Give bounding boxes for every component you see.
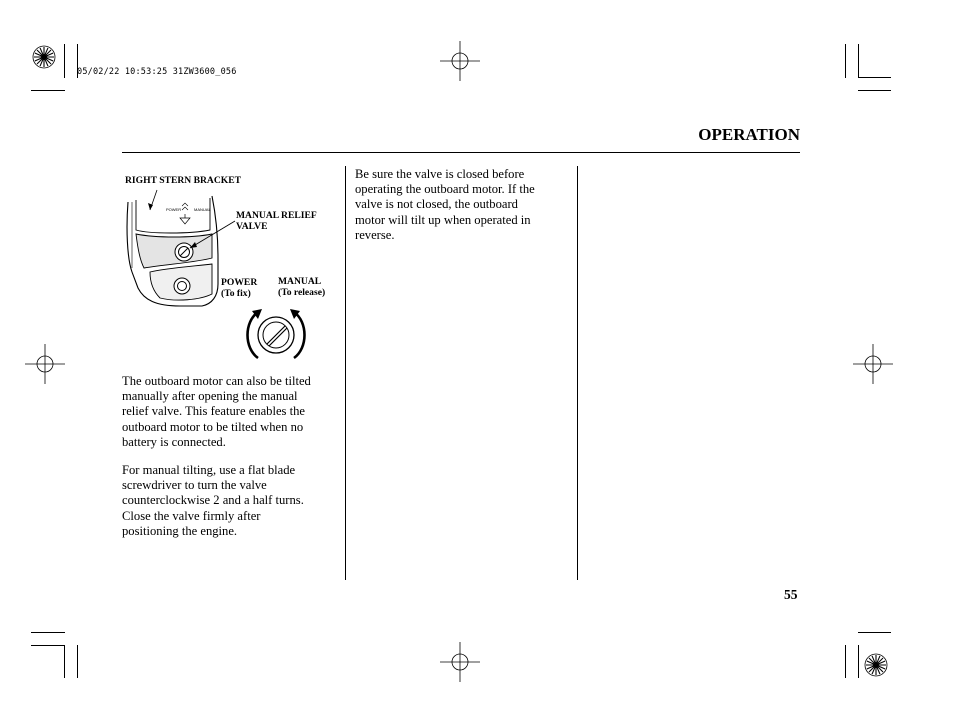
section-title: OPERATION (698, 125, 800, 144)
bracket-power-mark: POWER (166, 207, 182, 212)
column-divider-right (577, 166, 578, 580)
label-manual-to-release: MANUAL (To release) (278, 276, 326, 298)
label-power-to-fix: POWER (To fix) (221, 277, 258, 299)
starburst-target-bottom-right-icon (864, 653, 888, 677)
page-number: 55 (784, 587, 798, 602)
registration-mark-right-icon (853, 344, 893, 384)
header-rule (122, 152, 800, 153)
registration-mark-top-icon (440, 41, 480, 81)
left-paragraph-1: The outboard motor can also be tilted manually after opening the manual relief valve. This feature enables the outboard motor to be tilted when no battery is connected. (122, 374, 311, 449)
print-timestamp: 05/02/22 10:53:25 31ZW3600_056 (77, 67, 237, 77)
stern-bracket-illustration (120, 188, 250, 308)
column-divider-left (345, 166, 346, 580)
valve-rotation-diagram (236, 300, 316, 370)
registration-mark-bottom-icon (440, 642, 480, 682)
middle-paragraph: Be sure the valve is closed before operating the outboard motor. If the valve is not closed, the outboard motor will tilt up when operated in reverse. (355, 167, 535, 242)
label-right-stern-bracket: RIGHT STERN BRACKET (125, 175, 242, 186)
bracket-manual-mark: MANUAL (194, 207, 211, 212)
registration-mark-left-icon (25, 344, 65, 384)
starburst-target-top-left-icon (32, 45, 56, 69)
left-paragraph-2: For manual tilting, use a flat blade screwdriver to turn the valve counterclockwise 2 and a half turns. Close the valve firmly after positioning the engine. (122, 463, 304, 538)
label-manual-relief-valve: MANUAL RELIEF VALVE (236, 210, 317, 232)
